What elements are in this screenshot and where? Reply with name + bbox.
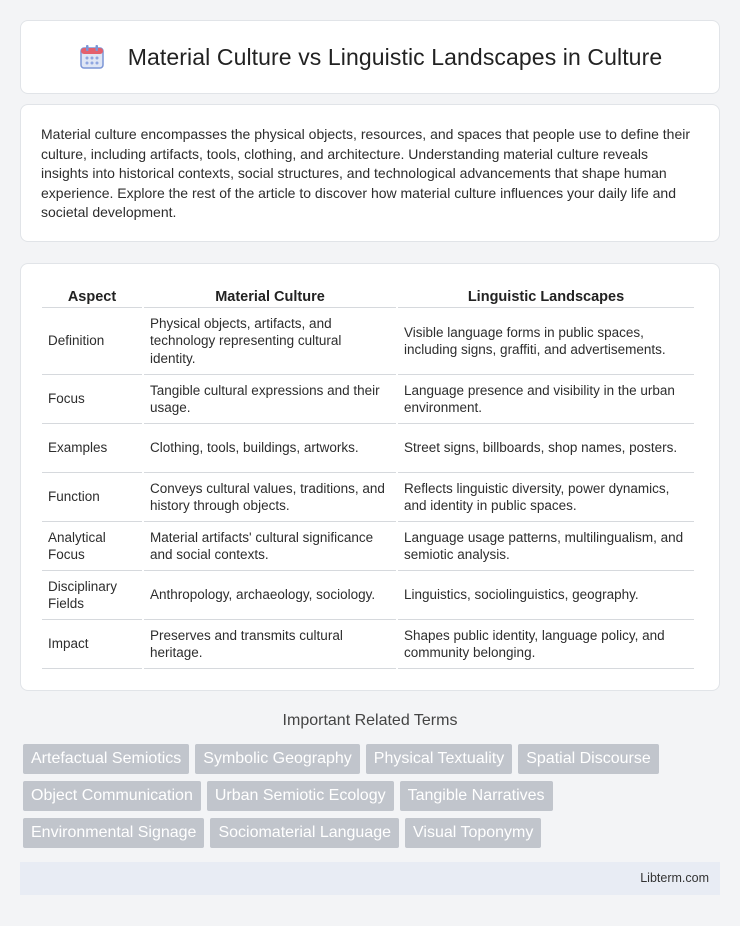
cell-material: Conveys cultural values, traditions, and history through objects. — [144, 473, 396, 522]
cell-aspect: Disciplinary Fields — [42, 571, 142, 620]
term-row — [23, 818, 723, 848]
term-tag[interactable]: Artefactual Semiotics — [23, 744, 189, 774]
table-row — [42, 308, 694, 375]
term-tag[interactable]: Urban Semiotic Ecology — [207, 781, 394, 811]
term-row — [23, 744, 723, 774]
term-row — [23, 781, 723, 811]
header-material-culture: Material Culture — [144, 281, 396, 308]
header-linguistic-landscapes: Linguistic Landscapes — [398, 281, 694, 308]
related-terms — [23, 744, 723, 855]
cell-aspect: Impact — [42, 620, 142, 669]
term-tag[interactable]: Physical Textuality — [366, 744, 512, 774]
term-tag[interactable]: Environmental Signage — [23, 818, 204, 848]
cell-aspect: Examples — [42, 424, 142, 473]
intro-card — [20, 104, 720, 242]
cell-linguistic: Reflects linguistic diversity, power dynamics, and identity in public spaces. — [398, 473, 694, 522]
cell-material: Material artifacts' cultural significance and social contexts. — [144, 522, 396, 571]
footer-site-link[interactable]: Libterm.com — [640, 871, 709, 885]
table-row — [42, 375, 694, 424]
footer — [20, 862, 720, 895]
cell-linguistic: Language presence and visibility in the urban environment. — [398, 375, 694, 424]
cell-linguistic: Street signs, billboards, shop names, posters. — [398, 424, 694, 473]
table-row — [42, 571, 694, 620]
comparison-table — [40, 281, 696, 669]
table-row — [42, 473, 694, 522]
cell-material: Tangible cultural expressions and their usage. — [144, 375, 396, 424]
comparison-card — [20, 263, 720, 691]
related-terms-title: Important Related Terms — [282, 712, 458, 729]
table-header-row — [42, 281, 694, 308]
cell-material: Preserves and transmits cultural heritage. — [144, 620, 396, 669]
table-row — [42, 424, 694, 473]
header-aspect: Aspect — [42, 281, 142, 308]
cell-linguistic: Linguistics, sociolinguistics, geography. — [398, 571, 694, 620]
cell-linguistic: Shapes public identity, language policy, and community belonging. — [398, 620, 694, 669]
term-tag[interactable]: Symbolic Geography — [195, 744, 360, 774]
cell-aspect: Definition — [42, 308, 142, 375]
term-tag[interactable]: Tangible Narratives — [400, 781, 553, 811]
cell-linguistic: Visible language forms in public spaces, including signs, graffiti, and advertisements. — [398, 308, 694, 375]
table-row — [42, 620, 694, 669]
title-card — [20, 20, 720, 94]
intro-text: Material culture encompasses the physical objects, resources, and spaces that people use to define their culture, including artifacts, tools, clothing, and architecture. Understanding material culture reveals insights into historical contexts, social structures, and technological advancements that shape human experience. Explore the rest of the article to discover how material culture influences your daily life and societal development. — [41, 126, 691, 220]
term-tag[interactable]: Visual Toponymy — [405, 818, 541, 848]
term-tag[interactable]: Object Communication — [23, 781, 201, 811]
page-title: Material Culture vs Linguistic Landscapes in Culture — [127, 43, 663, 70]
cell-aspect: Function — [42, 473, 142, 522]
term-tag[interactable]: Sociomaterial Language — [210, 818, 399, 848]
cell-material: Anthropology, archaeology, sociology. — [144, 571, 396, 620]
cell-linguistic: Language usage patterns, multilingualism, and semiotic analysis. — [398, 522, 694, 571]
cell-aspect: Focus — [42, 375, 142, 424]
cell-material: Clothing, tools, buildings, artworks. — [144, 424, 396, 473]
calendar-icon — [78, 43, 106, 71]
table-row — [42, 522, 694, 571]
cell-aspect: Analytical Focus — [42, 522, 142, 571]
cell-material: Physical objects, artifacts, and technology representing cultural identity. — [144, 308, 396, 375]
term-tag[interactable]: Spatial Discourse — [518, 744, 659, 774]
